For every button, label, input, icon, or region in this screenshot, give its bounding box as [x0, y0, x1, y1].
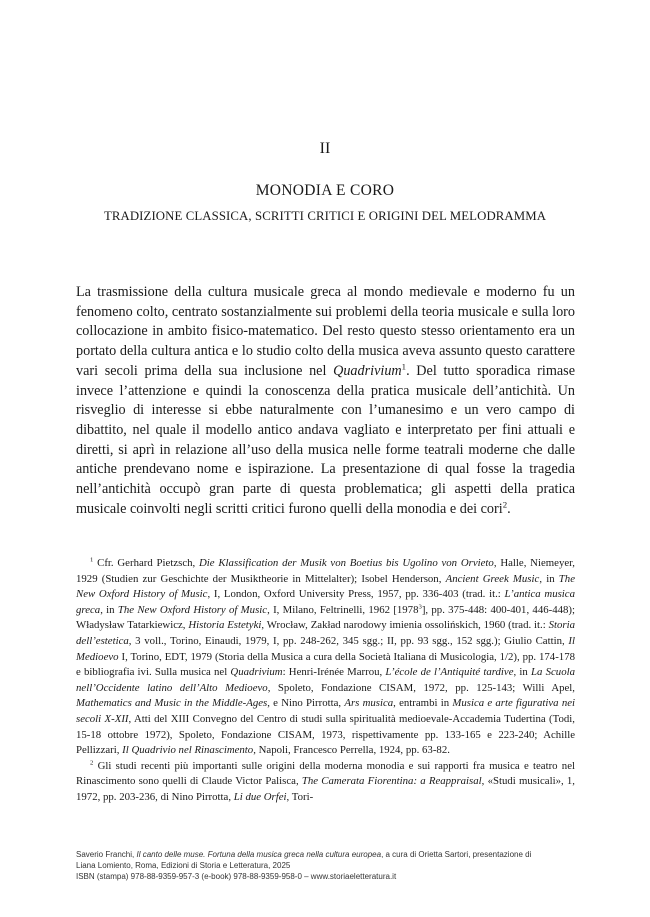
- footnote-title: Ancient Greek Music: [445, 572, 540, 585]
- footnote-ref-2[interactable]: 2: [502, 499, 508, 509]
- footnote-ref-1[interactable]: 1: [401, 361, 407, 372]
- footnote-text: , entrambi in: [393, 697, 453, 710]
- footnote-title: Il Quadrivio nel Rinascimento: [122, 744, 254, 757]
- footnote-title: The New Oxford History of Music: [76, 572, 575, 601]
- footnotes: [76, 556, 575, 806]
- footnote-title: The Camerata Fiorentina: a Reappraisal: [301, 775, 482, 788]
- footnote-title: Musica e arte figurativa nei secoli X-XII: [76, 697, 576, 725]
- footnote-text: ], pp. 375-448: 400-401, 446-448); Władysław Tatarkiewicz,: [76, 603, 576, 632]
- footnote-title: Die Klassification der Musik von Boetius bis Ugolino von Orvieto: [198, 557, 494, 569]
- footnote-text: , Halle, Niemeyer, 1929 (Studien zur Geschichte der Musiktheorie in Mittelalter); Isobel Henderson,: [76, 557, 576, 585]
- footnote-2: [76, 759, 575, 806]
- chapter-subtitle: TRADIZIONE CLASSICA, SCRITTI CRITICI E ORIGINI DEL MELODRAMMA: [103, 209, 547, 223]
- footnote-title: La Scuola nell’Occidente latino dell’Alto Medioevo: [76, 666, 575, 694]
- footnote-text: , Tori-: [286, 790, 314, 803]
- footnote-title: Il Medioevo: [76, 634, 575, 663]
- footnote-text: I, Torino, EDT, 1979 (Storia della Musica a cura della Società Italiana di Musicologia, 1/2), pp. 174-178 e bibliografia ivi. Sulla musica nel: [76, 650, 575, 679]
- footnote-text: , 3 voll., Torino, Einaudi, 1979, I, pp. 248-262, 345 sgg.; II, pp. 93 sgg., 152 sgg.); Giulio Cattin,: [128, 634, 569, 647]
- footnote-text: , I, London, Oxford University Press, 1957, pp. 336-403 (trad. it.:: [207, 588, 505, 601]
- footnote-text: Gli studi recenti più importanti sulle origini della moderna monodia e sui rapporti fra musica e teatro nel Rinascimento sono quelli di Claude Victor Palisca,: [76, 759, 575, 788]
- footnote-title: Ars musica: [344, 697, 394, 710]
- footnote-title: Quadrivium: [230, 666, 283, 679]
- footnote-text: , I, Milano, Feltrinelli, 1962 [1978: [267, 603, 419, 616]
- footnote-text: : Henri-Irénée Marrou,: [282, 666, 386, 679]
- edition-superscript: 3: [418, 603, 422, 611]
- body-text: .: [507, 500, 511, 517]
- footnote-text: , in: [513, 666, 532, 679]
- footnote-text: , «Studi musicali», 1, 1972, pp. 203-236, di Nino Pirrotta,: [76, 775, 575, 803]
- footnote-title: Li due Orfei: [233, 790, 287, 803]
- footer-text: Saverio Franchi,: [76, 850, 137, 859]
- footnote-text: , Napoli, Francesco Perrella, 1924, pp. 63-82.: [253, 744, 450, 757]
- footer-publisher: Liana Lomiento, Roma, Edizioni di Storia e Letteratura, 2025: [76, 861, 291, 870]
- footnote-text: , e Nino Pirrotta,: [267, 697, 345, 710]
- footer-citation: [76, 849, 596, 860]
- footnote-text: , Spoleto, Fondazione CISAM, 1972, pp. 125-143; Willi Apel,: [267, 681, 576, 694]
- body-paragraph: [76, 283, 575, 519]
- footnote-text: , Atti del XIII Convegno del Centro di studi sulla spiritualità medioevale-Accademia Tudertina (Todi, 15-18 ottobre 1972), Spoleto, Fondazione CISAM, 1973, rispettivamente pp. 133-165 e 223-240; Achille Pellizzari,: [76, 712, 575, 757]
- page-footer: [76, 849, 596, 882]
- body-text: La trasmissione della cultura musicale greca al mondo medievale e moderno fu un fenomeno colto, centrato sostanzialmente sui problemi della teoria musicale e sulla loro collocazione in ambito fisico-matematico. Del resto questo stesso orientamento era un portato della cultura antica e lo studio colto della musica aveva assunto questo carattere vari secoli prima della sua inclusione nel: [76, 284, 575, 379]
- footnote-text: Cfr. Gerhard Pietzsch,: [93, 557, 199, 569]
- footnote-title: L’école de l’Antiquité tardive: [385, 666, 514, 679]
- footnote-title: Historia Estetyki: [188, 619, 262, 632]
- footnote-title: Storia dell’estetica: [76, 619, 575, 647]
- footnote-title: Mathematics and Music in the Middle-Ages: [76, 697, 268, 710]
- footer-book-title: Il canto delle muse. Fortuna della musica greca nella cultura europea: [136, 850, 382, 859]
- footnote-title: The New Oxford History of Music: [117, 603, 268, 616]
- footnote-text: , in: [539, 572, 559, 585]
- footnote-text: , in: [100, 603, 118, 616]
- chapter-title: MONODIA E CORO: [255, 182, 395, 199]
- body-italic-term: Quadrivium: [333, 362, 402, 379]
- footnote-title: L’antica musica greca: [76, 588, 575, 616]
- body-text: . Del tutto sporadica rimase invece l’attenzione e quindi la conoscenza della pratica musicale dell’antichità. Un risveglio di interesse si ebbe naturalmente con l’umanesimo e un vero campo di dibattito, nel quale il modello antico andava vagliato e interpretato per fini attuali e diretti, si aprì in relazione all’uso della musica nelle forme teatrali moderne che dalle antiche prendevano nome e ispirazione. La presentazione di qual fosse la tragedia nell’antichità occupò gran parte di questa problematica; gli aspetti della pratica musicale coinvolti negli scritti critici furono quelli della monodia e dei cori: [76, 362, 575, 517]
- footnote-1: [76, 556, 575, 759]
- footnote-number: 1: [90, 556, 94, 564]
- footer-text: , a cura di Orietta Sartori, presentazione di: [381, 850, 532, 859]
- footnote-number: 2: [90, 759, 94, 767]
- footnote-text: , Wrocław, Zakład narodowy imienia ossolińskich, 1960 (trad. it.:: [261, 619, 549, 632]
- chapter-number: II: [319, 140, 331, 157]
- footer-isbn[interactable]: ISBN (stampa) 978-88-9359-957-3 (e-book) 978-88-9359-958-0 – www.storiaeletteratura.it: [76, 872, 397, 881]
